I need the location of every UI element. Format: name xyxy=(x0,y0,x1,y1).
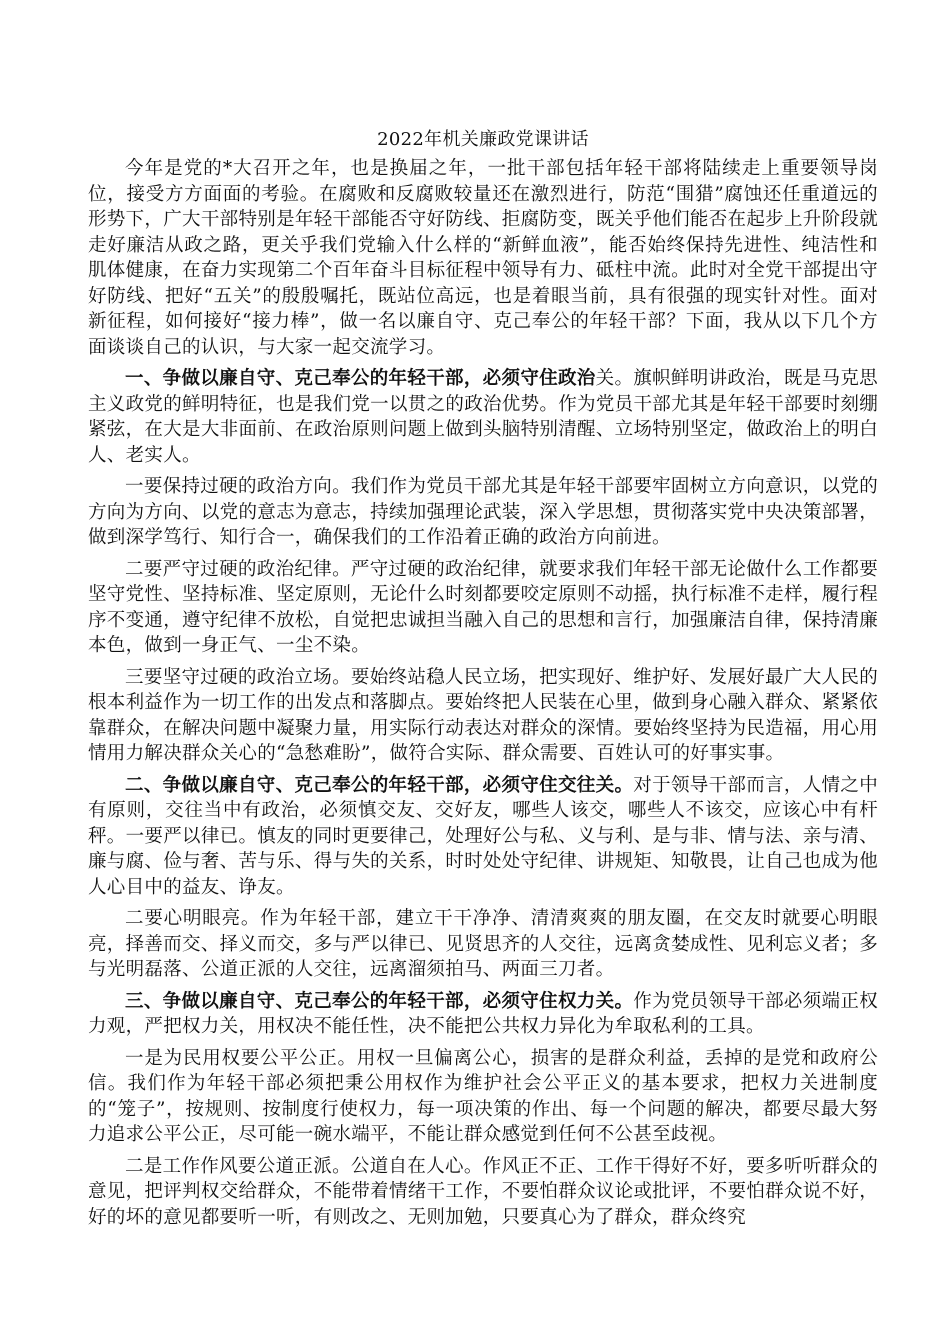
paragraph-text: 一要保持过硬的政治方向。我们作为党员干部尤其是年轻干部要牢固树立方向意识，以党的方向为方向、以党的意志为意志，持续加强理论武装，深入学思想，贯彻落实党中央决策部署，做到深学笃行、知行合一，确保我们的工作沿着正确的政治方向前进。 xyxy=(88,476,878,548)
paragraph-text: 今年是党的*大召开之年，也是换届之年，一批干部包括年轻干部将陆续走上重要领导岗位，接受方方面面的考验。在腐败和反腐败较量还在激烈进行，防范“围猎”腐蚀还任重道远的形势下，广大干部特别是年轻干部能否守好防线、拒腐防变，既关乎他们能否在起步上升阶段就走好廉洁从政之路，更关乎我们党输入什么样的“新鲜血液”，能否始终保持先进性、纯洁性和肌体健康，在奋力实现第二个百年奋斗目标征程中领导有力、砥柱中流。此时对全党干部提出守好防线、把好“五关”的殷殷嘱托，既站位高远，也是着眼当前，具有很强的现实针对性。面对新征程，如何接好“接力棒”，做一名以廉自守、克己奉公的年轻干部？下面，我从以下几个方面谈谈自己的认识，与大家一起交流学习。 xyxy=(88,158,878,358)
paragraph-point xyxy=(88,1046,878,1148)
paragraph-point xyxy=(88,557,878,659)
paragraph-text: 二要严守过硬的政治纪律。严守过硬的政治纪律，就要求我们年轻干部无论做什么工作都要坚守党性、坚持标准、坚定原则，无论什么时刻都要咬定原则不动摇，执行标准不走样，履行程序不变通，遵守纪律不放松，自觉把忠诚担当融入自己的思想和言行，加强廉洁自律，保持清廉本色，做到一身正气、一尘不染。 xyxy=(88,558,878,656)
section-heading: 一、争做以廉自守、克己奉公的年轻干部，必须守住政治 xyxy=(125,368,596,389)
paragraph-text: 一是为民用权要公平公正。用权一旦偏离公心，损害的是群众利益，丢掉的是党和政府公信。我们作为年轻干部必须把秉公用权作为维护社会公平正义的基本要求，把权力关进制度的“笼子”，按规则、按制度行使权力，每一项决策的作出、每一个问题的解决，都要尽最大努力追求公平公正，尽可能一碗水端平，不能让群众感觉到任何不公甚至歧视。 xyxy=(88,1047,878,1145)
paragraph-text: 对于领导干部而言，人情之中有原则，交往当中有政治，必须慎交友、交好友，哪些人该交，哪些人不该交，应该心中有杆秤。一要严以律已。慎友的同时更要律己，处理好公与私、义与利、是与非、情与法、亲与清、廉与腐、俭与奢、苦与乐、得与失的关系，时时处处守纪律、讲规矩、知敬畏，让自己也成为他人心目中的益友、诤友。 xyxy=(88,774,879,898)
paragraph-section-2 xyxy=(88,773,878,901)
paragraph-point xyxy=(88,1154,878,1231)
paragraph-intro xyxy=(88,156,878,360)
paragraph-point xyxy=(88,665,878,767)
paragraph-point xyxy=(88,906,878,983)
paragraph-point xyxy=(88,474,878,551)
paragraph-text: 三要坚守过硬的政治立场。要始终站稳人民立场，把实现好、维护好、发展好最广大人民的根本利益作为一切工作的出发点和落脚点。要始终把人民装在心里，做到身心融入群众、紧紧依靠群众，在解决问题中凝聚力量，用实际行动表达对群众的深情。要始终坚持为民造福，用心用情用力解决群众关心的“急愁难盼”，做符合实际、群众需要、百姓认可的好事实事。 xyxy=(88,666,878,764)
document-title: 2022年机关廉政党课讲话 xyxy=(377,129,589,150)
paragraph-text: 作为党员领导干部必须端正权力观，严把权力关，用权决不能任性，决不能把公共权力异化为牟取私利的工具。 xyxy=(88,990,879,1037)
paragraph-text: 二是工作作风要公道正派。公道自在人心。作风正不正、工作干得好不好，要多听听群众的意见，把评判权交给群众，不能带着情绪干工作，不要怕群众议论或批评，不要怕群众说不好，好的坏的意见都要听一听，有则改之、无则加勉，只要真心为了群众，群众终究 xyxy=(88,1155,878,1228)
paragraph-section-3 xyxy=(88,989,878,1040)
paragraph-text: 关。旗帜鲜明讲政治，既是马克思主义政党的鲜明特征，也是我们党一以贯之的政治优势。作为党员干部尤其是年轻干部要时刻绷紧弦，在大是大非面前、在政治原则问题上做到头脑特别清醒、立场特别坚定，做政治上的明白人、老实人。 xyxy=(88,368,878,466)
section-heading: 三、争做以廉自守、克己奉公的年轻干部，必须守住权力关。 xyxy=(125,990,634,1012)
paragraph-section-1 xyxy=(88,366,878,468)
section-heading: 二、争做以廉自守、克己奉公的年轻干部，必须守住交往关。 xyxy=(125,774,634,796)
paragraph-text: 二要心明眼亮。作为年轻干部，建立干干净净、清清爽爽的朋友圈，在交友时就要心明眼亮，择善而交、择义而交，多与严以律已、见贤思齐的人交往，远离贪婪成性、见利忘义者；多与光明磊落、公道正派的人交往，远离溜须拍马、两面三刀者。 xyxy=(88,908,878,980)
document-body xyxy=(88,128,878,1236)
